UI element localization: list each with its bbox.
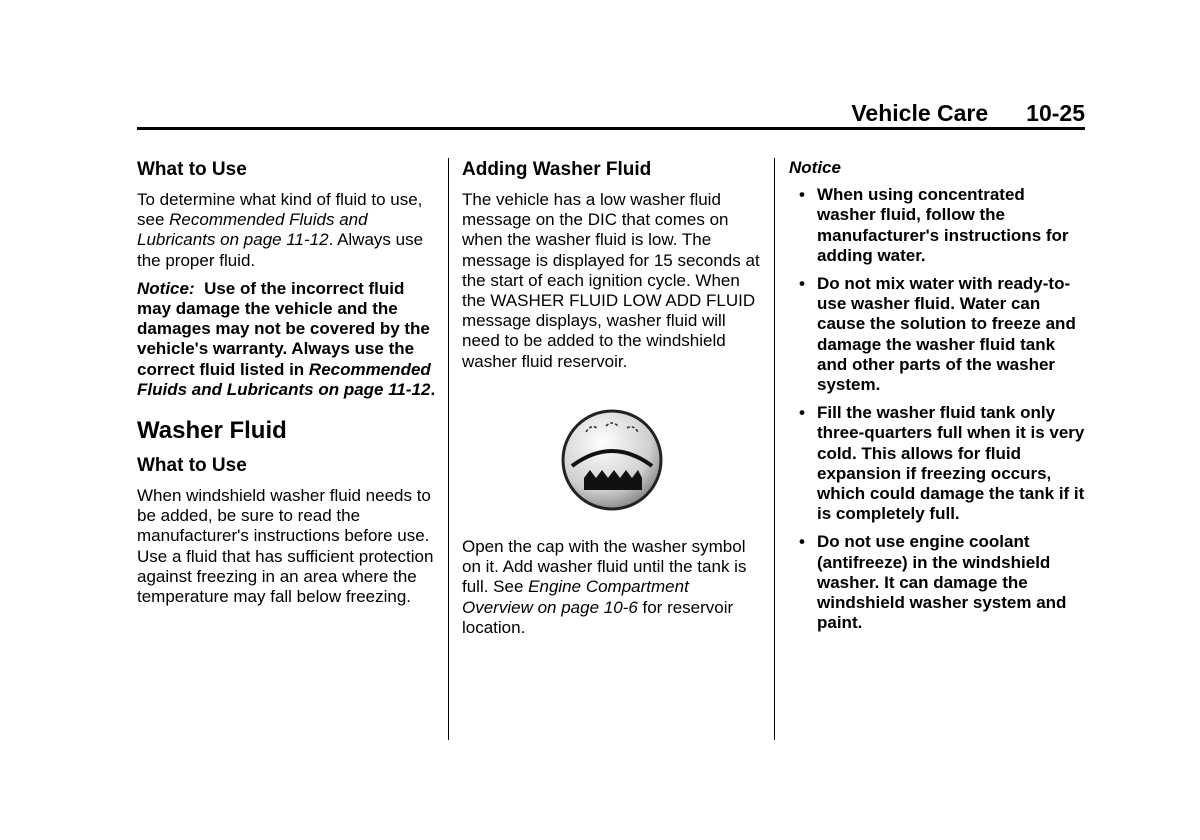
section-title: Vehicle Care [851, 100, 989, 126]
list-item [789, 274, 1085, 395]
washer-fluid-symbol-icon [560, 408, 664, 512]
bullet-glyph: • [799, 274, 805, 294]
heading-adding-washer-fluid: Adding Washer Fluid [462, 159, 652, 180]
notice-list [789, 185, 1085, 633]
reference-link: Engine Compartment Overview on page 10-6 [462, 577, 689, 617]
text: . Always use the proper fluid. [137, 230, 424, 270]
list-item-text: When using concentrated washer fluid, follow the manufacturer's instructions for adding water. [817, 185, 1069, 265]
bullet-glyph: • [799, 185, 805, 205]
column-divider-2 [774, 158, 775, 740]
column-left [137, 158, 437, 615]
list-item [789, 185, 1085, 266]
text: . [430, 379, 436, 399]
paragraph-low-washer-message: The vehicle has a low washer fluid message on the DIC that comes on when the washer fluid is low. The message is displayed for 15 seconds at the start of each ignition cycle. When the WASHER FLUID LOW ADD FLUID message displays, washer fluid will need to be added to the windshield washer fluid reservoir. [462, 190, 760, 371]
list-item-text: Do not use engine coolant (antifreeze) in the windshield washer. It can damage the windshield washer system and paint. [817, 532, 1067, 633]
page-header [851, 100, 1085, 127]
text: for reservoir location. [462, 597, 734, 637]
column-right [789, 158, 1085, 641]
column-divider-1 [448, 158, 449, 740]
heading-what-to-use: What to Use [137, 159, 247, 180]
bullet-glyph: • [799, 532, 805, 552]
notice-heading: Notice [789, 158, 841, 177]
text: To determine what kind of fluid to use, see [137, 190, 423, 230]
list-item-text: Fill the washer fluid tank only three-quarters full when it is very cold. This allows for fluid expansion if freezing occurs, which could damage the tank if it is completely full. [817, 403, 1085, 524]
bullet-glyph: • [799, 403, 805, 423]
text: Open the cap with the washer symbol on it. Add washer fluid until the tank is full. See [462, 537, 747, 597]
list-item [789, 532, 1085, 633]
paragraph-washer-use: When windshield washer fluid needs to be added, be sure to read the manufacturer's instructions before use. Use a fluid that has sufficient protection against freezing in an area where the temperature may fall below freezing. [137, 486, 434, 607]
list-item [789, 403, 1085, 524]
paragraph-fluid-type [137, 190, 437, 271]
symbol-container [462, 408, 762, 517]
reference-link: Recommended Fluids and Lubricants on page 11-12 [137, 359, 431, 399]
notice-label: Notice: [137, 278, 195, 298]
column-middle [462, 158, 762, 646]
notice-text: Use of the incorrect fluid may damage the vehicle and the damages may not be covered by the vehicle's warranty. Always use the correct fluid listed in [137, 278, 430, 379]
reference-link: Recommended Fluids and Lubricants on page 11-12 [137, 210, 368, 250]
notice-paragraph [137, 279, 437, 400]
heading-what-to-use-2: What to Use [137, 455, 247, 477]
header-rule [137, 127, 1085, 130]
list-item-text: Do not mix water with ready-to-use washer fluid. Water can cause the solution to freeze and damage the washer fluid tank and other parts of the washer system. [817, 274, 1076, 395]
heading-washer-fluid: Washer Fluid [137, 417, 287, 445]
paragraph-open-cap [462, 537, 762, 638]
page-number: 10-25 [1026, 100, 1085, 126]
